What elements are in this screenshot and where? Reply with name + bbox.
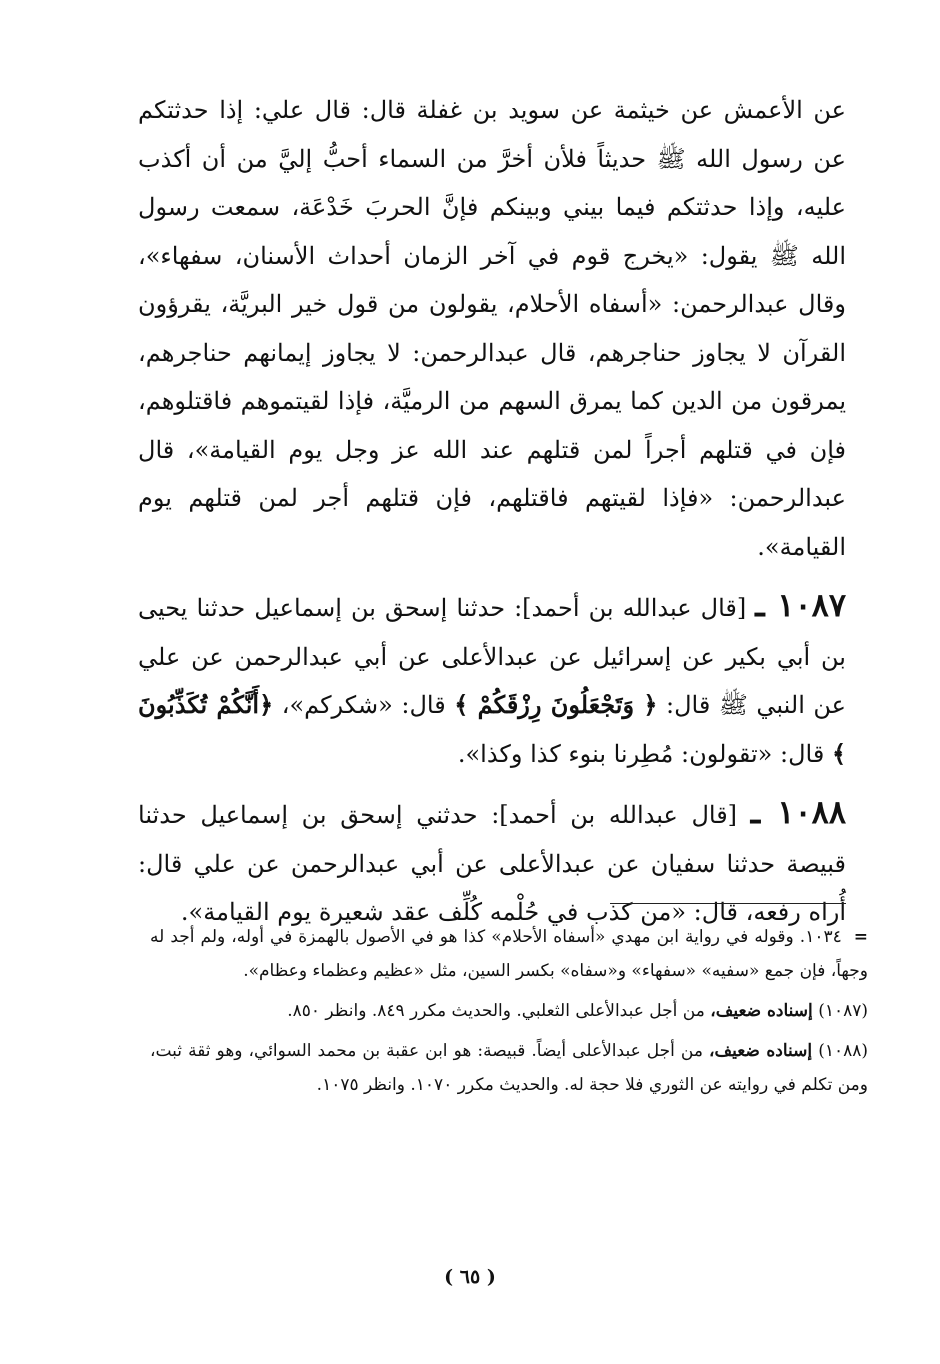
hadith-text-1087-b: قال: «شكركم»،	[281, 691, 446, 719]
footnotes	[150, 920, 868, 1108]
continuation-mark: =	[853, 927, 868, 947]
hadith-entry-1088	[138, 788, 846, 937]
page-number: ( ٦٥ )	[444, 1266, 496, 1288]
hadith-text-1087-a: [قال عبدالله بن أحمد]: حدثنا إسحق بن إسماعيل حدثنا يحيى بن أبي بكير عن إسرائيل عن عبدالأعلى عن أبي عبدالرحمن عن علي عن النبي ﷺ قال:	[138, 594, 846, 719]
footnote-1034-text: ١٠٣٤. وقوله في رواية ابن مهدي «أسفاه الأحلام» كذا هو في الأصول بالهمزة في أوله، ولم أجد له وجهاً، فإن جمع «سفيه» «سفهاء» و«سفاه» بكسر السين، مثل «عظيم وعظماء وعظام».	[150, 927, 868, 981]
footnote-divider	[610, 903, 846, 904]
footnote-1088	[150, 1034, 868, 1102]
hadith-entry-1087	[138, 581, 846, 778]
footnote-1088-grade: إسناده ضعيف،	[709, 1041, 813, 1061]
footnote-1087-text: من أجل عبدالأعلى الثعلبي. والحديث مكرر ٨٤٩. وانظر ٨٥٠.	[287, 1001, 705, 1021]
main-text	[138, 86, 846, 937]
paragraph-hadith-1086-continuation: عن الأعمش عن خيثمة عن سويد بن غفلة قال: قال علي: إذا حدثتكم عن رسول الله ﷺ حديثاً فلأن أخرَّ من السماء أحبُّ إليَّ من أن أكذب عليه، وإذا حدثتكم فيما بيني وبينكم فإنَّ الحربَ خَدْعَة، سمعت رسول الله ﷺ يقول: «يخرج قوم في آخر الزمان أحداث الأسنان، سفهاء»، وقال عبدالرحمن: «أسفاه الأحلام، يقولون من قول خير البريَّة، يقرؤون القرآن لا يجاوز حناجرهم، قال عبدالرحمن: لا يجاوز إيمانهم حناجرهم، يمرقون من الدين كما يمرق السهم من الرميَّة، فإذا لقيتموهم فاقتلوهم، فإن في قتلهم أجراً لمن قتلهم عند الله عز وجل يوم القيامة»، قال عبدالرحمن: «فإذا لقيتهم فاقتلهم، فإن قتلهم أجر لمن قتلهم يوم القيامة».	[138, 96, 846, 561]
footnote-1034	[150, 920, 868, 988]
quran-verse-2: ﴿أَنَّكُمْ تُكَذِّبُونَ ﴾	[138, 690, 846, 768]
hadith-text-1087-c: قال: «تقولون: مُطِرنا بنوء كذا وكذا».	[457, 739, 825, 768]
quran-verse-1: ﴿ وَتَجْعَلُونَ رِزْقَكُمْ ﴾	[454, 690, 658, 719]
hadith-number-1087: ١٠٨٧ ـ	[755, 586, 847, 624]
hadith-text-1088: [قال عبدالله بن أحمد]: حدثني إسحق بن إسماعيل حدثنا قبيصة حدثنا سفيان عن عبدالأعلى عن أبي عبدالرحمن عن علي قال: أُراه رفعه، قال: «من كذب في حُلْمه كُلِّف عقد شعيرة يوم القيامة».	[138, 801, 846, 926]
footnote-1087-grade: إسناده ضعيف،	[710, 1001, 813, 1021]
footnote-1088-text: من أجل عبدالأعلى أيضاً. قبيصة: هو ابن عقبة بن محمد السوائي، وهو ثقة ثبت، ومن تكلم في روايته عن الثوري فلا حجة له. والحديث مكرر ١٠٧٠. وانظر ١٠٧٥.	[150, 1041, 868, 1095]
footnote-1088-number: (١٠٨٨)	[818, 1041, 869, 1061]
footnote-1087-number: (١٠٨٧)	[818, 1001, 868, 1021]
footnote-1087	[150, 994, 868, 1028]
hadith-number-1088: ١٠٨٨ ـ	[750, 793, 847, 831]
